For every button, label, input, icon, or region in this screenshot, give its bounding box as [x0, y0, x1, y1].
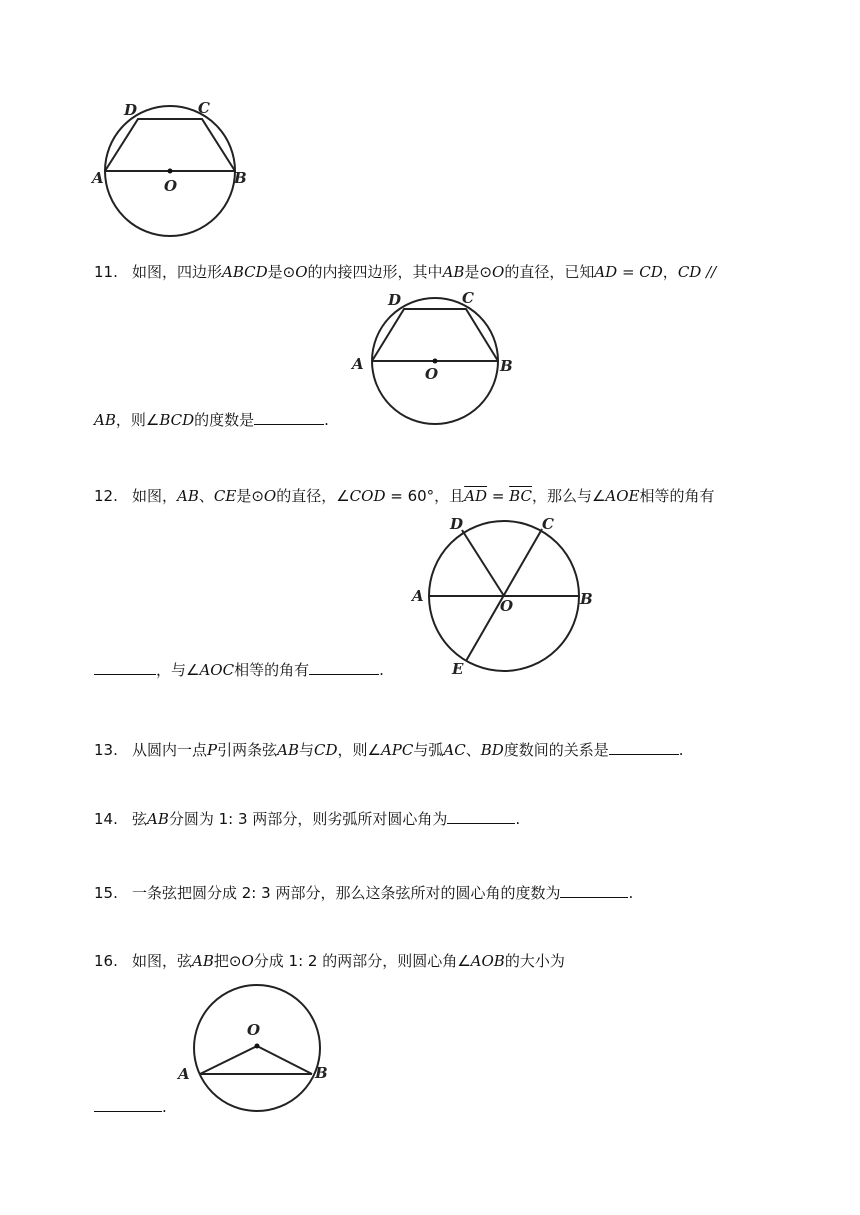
center-dot	[168, 169, 173, 174]
label-o: O	[247, 1021, 261, 1039]
question-number: 15.	[94, 884, 118, 902]
question-14: 14. 弦AB分圆为 1: 3 两部分，则劣弧所对圆心角为 .	[94, 810, 521, 828]
label-d: D	[124, 101, 138, 119]
answer-blank-1[interactable]	[94, 660, 156, 675]
question-13: 13. 从圆内一点P引两条弦AB与CD，则∠APC与弧AC、BD度数间的关系是 .	[94, 741, 684, 759]
center-dot	[255, 1044, 260, 1049]
radius-oa	[200, 1046, 257, 1074]
answer-blank[interactable]	[254, 410, 324, 425]
label-o: O	[500, 597, 514, 615]
answer-blank-2[interactable]	[309, 660, 379, 675]
figure-q12-circle	[408, 512, 598, 682]
label-d: D	[388, 291, 402, 309]
label-a: A	[352, 355, 364, 373]
answer-blank[interactable]	[94, 1097, 162, 1112]
question-12-line2: ，与∠AOC相等的角有 .	[94, 660, 384, 680]
figure-q16-circle	[172, 980, 347, 1115]
radius-ob	[257, 1046, 312, 1074]
label-d: D	[450, 515, 464, 533]
label-b: B	[580, 590, 593, 608]
label-a: A	[412, 587, 424, 605]
label-e: E	[452, 660, 464, 678]
label-b: B	[500, 357, 513, 375]
arc-ad: $\overline{AD}$	[464, 487, 488, 505]
label-c: C	[542, 515, 554, 533]
question-number: 13.	[94, 741, 118, 759]
label-c: C	[198, 99, 210, 117]
question-11-line1: 11. 如图，四边形ABCD是⊙O的内接四边形，其中AB是⊙O的直径，已知AD = CD，CD //	[94, 263, 717, 281]
figure-q10-circle	[88, 95, 258, 240]
answer-blank[interactable]	[609, 740, 679, 755]
question-number: 16.	[94, 952, 118, 970]
question-11-line2: AB，则∠BCD的度数是 .	[94, 411, 329, 429]
question-number: 14.	[94, 810, 118, 828]
answer-blank[interactable]	[447, 809, 515, 824]
label-c: C	[462, 289, 474, 307]
label-o: O	[425, 365, 439, 383]
label-b: B	[315, 1064, 328, 1082]
trapezoid-adcb	[105, 119, 235, 171]
answer-blank[interactable]	[560, 883, 628, 898]
question-number: 12.	[94, 487, 118, 505]
question-16-line2: .	[94, 1097, 167, 1117]
label-a: A	[178, 1065, 190, 1083]
radius-od	[462, 530, 504, 596]
label-a: A	[92, 169, 104, 187]
question-12-line1: 12. 如图，AB、CE是⊙O的直径，∠COD = 60°，且$\overline{AD} = \overline{BC}$，那么与∠AOE相等的角有	[94, 487, 715, 505]
question-15: 15. 一条弦把圆分成 2: 3 两部分，那么这条弦所对的圆心角的度数为 .	[94, 884, 634, 902]
figure-q11-circle	[348, 285, 523, 430]
arc-bc: $\overline{BC}$	[509, 487, 532, 505]
question-16-line1: 16. 如图，弦AB把⊙O分成 1: 2 的两部分，则圆心角∠AOB的大小为	[94, 952, 565, 970]
center-dot	[433, 359, 438, 364]
label-b: B	[234, 169, 247, 187]
question-number: 11.	[94, 263, 118, 281]
label-o: O	[164, 177, 178, 195]
